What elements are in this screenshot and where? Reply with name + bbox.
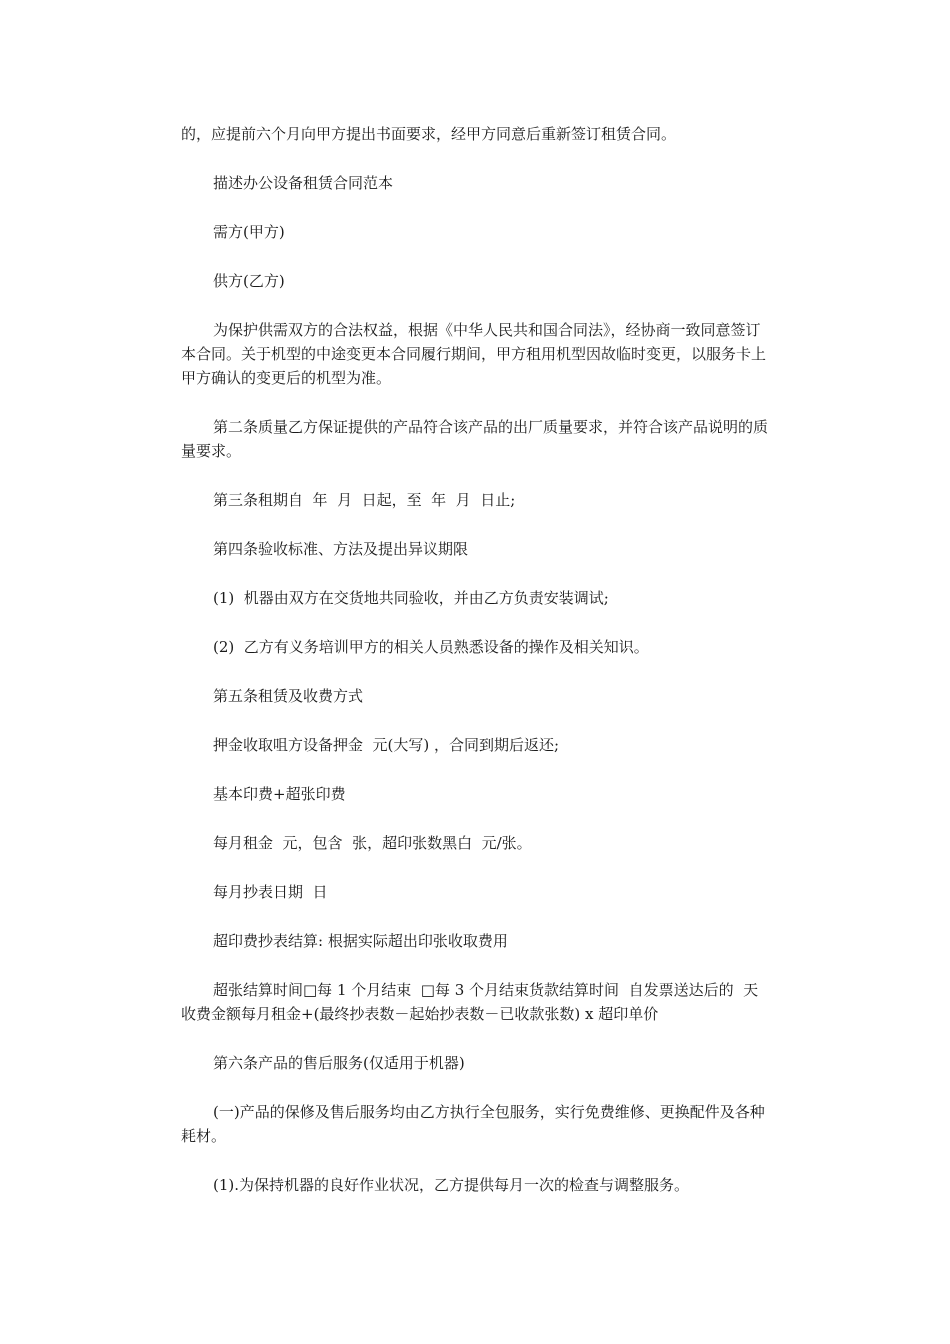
paragraph-article-6: 第六条产品的售后服务(仅适用于机器) <box>213 1054 465 1072</box>
paragraph-party-b: 供方(乙方) <box>213 272 285 290</box>
paragraph-party-a: 需方(甲方) <box>213 223 285 241</box>
paragraph-item-1: (1) 机器由双方在交货地共同验收，并由乙方负责安装调试; <box>213 589 609 607</box>
document-body <box>181 122 771 1222</box>
paragraph-preamble: 为保护供需双方的合法权益，根据《中华人民共和国合同法》，经协商一致同意签订本合同。关于机型的中途变更本合同履行期间，甲方租用机型因故临时变更，以服务卡上甲方确认的变更后的机型为准。 <box>181 321 767 387</box>
paragraph-title: 描述办公设备租赁合同范本 <box>213 174 394 192</box>
paragraph-continuation: 的，应提前六个月向甲方提出书面要求，经甲方同意后重新签订租赁合同。 <box>181 125 677 143</box>
paragraph-fee-basis: 基本印费+超张印费 <box>213 785 346 803</box>
paragraph-monthly-check: (1).为保持机器的良好作业状况，乙方提供每月一次的检查与调整服务。 <box>213 1176 690 1194</box>
paragraph-article-5: 第五条租赁及收费方式 <box>213 687 364 705</box>
paragraph-deposit: 押金收取咀方设备押金 元(大写) ，合同到期后返还; <box>213 736 560 754</box>
paragraph-overprint-settlement: 超印费抄表结算: 根据实际超出印张收取费用 <box>213 932 508 950</box>
paragraph-meter-date: 每月抄表日期 日 <box>213 883 328 901</box>
paragraph-article-3: 第三条租期自 年 月 日起，至 年 月 日止; <box>213 491 516 509</box>
paragraph-article-4: 第四条验收标准、方法及提出异议期限 <box>213 540 469 558</box>
paragraph-monthly-rent: 每月租金 元，包含 张，超印张数黑白 元/张。 <box>213 834 532 852</box>
paragraph-item-2: (2) 乙方有义务培训甲方的相关人员熟悉设备的操作及相关知识。 <box>213 638 649 656</box>
paragraph-article-2: 第二条质量乙方保证提供的产品符合该产品的出厂质量要求，并符合该产品说明的质量要求。 <box>181 418 769 460</box>
paragraph-settlement-time: 超张结算时间□每 1 个月结束 □每 3 个月结束货款结算时间 自发票送达后的 天收费金额每月租金+(最终抄表数－起始抄表数－已收款张数) x 超印单价 <box>181 981 759 1023</box>
paragraph-warranty: (一)产品的保修及售后服务均由乙方执行全包服务，实行免费维修、更换配件及各种耗材。 <box>181 1103 765 1145</box>
